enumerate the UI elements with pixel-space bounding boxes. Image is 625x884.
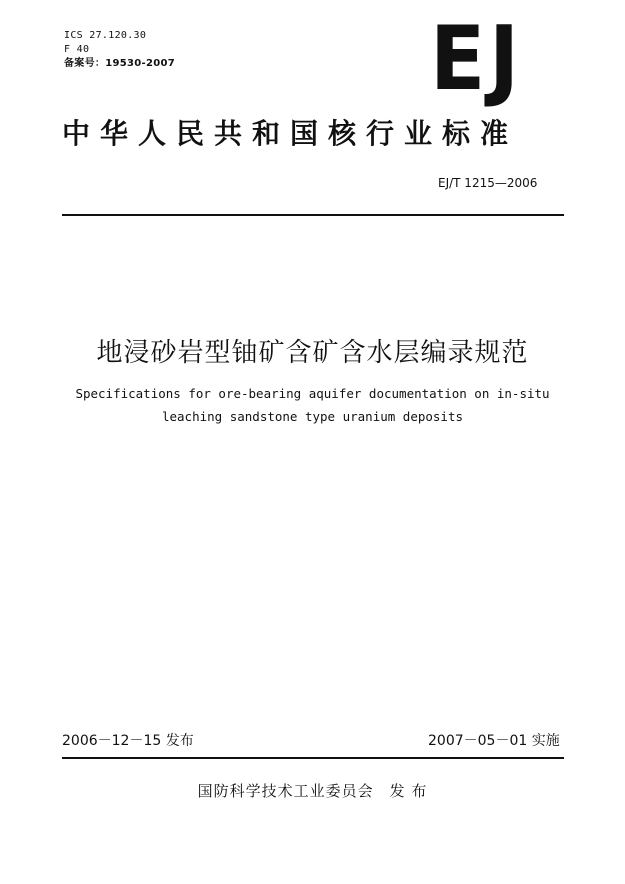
issue-date: 2006－12－15 发布 [62,733,194,749]
standard-number: EJ/T 1215—2006 [438,176,538,190]
ccs-code: F 40 [64,44,90,55]
document-title-english-line2: leaching sandstone type uranium deposits [161,409,464,424]
top-divider [62,214,564,216]
standard-category-title: 中华人民共和国核行业标准 [62,117,519,150]
implementation-date: 2007－05－01 实施 [428,733,560,749]
issuing-authority: 国防科学技术工业委员会 发 布 [197,782,428,800]
document-title-chinese: 地浸砂岩型铀矿含矿含水层编录规范 [96,338,529,368]
ics-code: ICS 27.120.30 [64,30,147,41]
ej-logo: EJ [430,7,523,110]
filing-number: 备案号：19530-2007 [64,58,175,69]
bottom-divider [62,757,564,759]
document-title-english-line1: Specifications for ore-bearing aquifer documentation on in-situ [75,386,550,401]
